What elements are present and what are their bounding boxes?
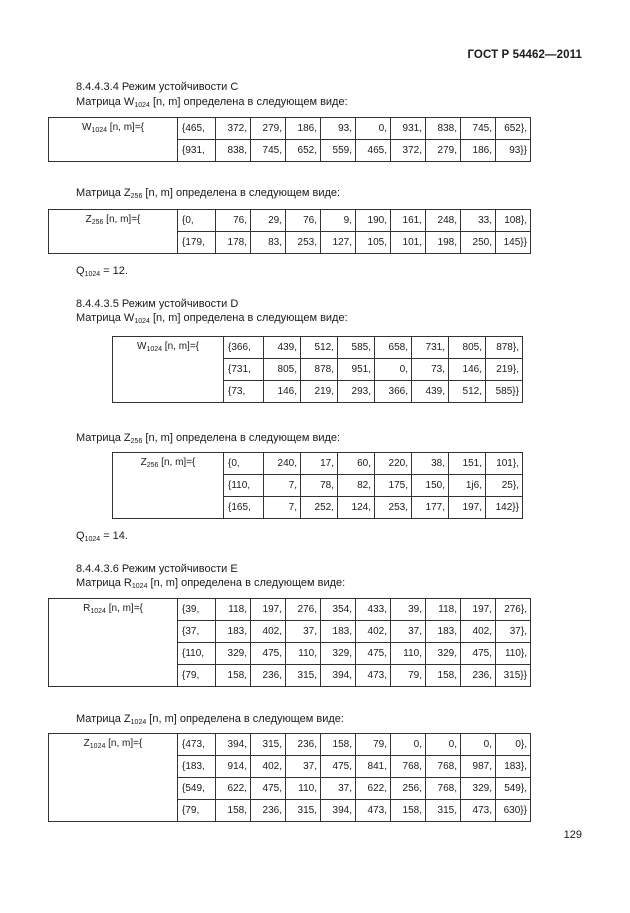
matrix-cell: {183,: [178, 756, 216, 778]
matrix-cell: {731,: [224, 359, 264, 381]
matrix-table: [112, 452, 523, 519]
matrix-cell: 439,: [412, 381, 449, 403]
matrix-cell: 394,: [321, 665, 356, 687]
matrix-cell: 652},: [496, 118, 531, 140]
matrix-cell: {79,: [178, 800, 216, 822]
matrix-cell: {37,: [178, 621, 216, 643]
matrix-cell: 585}}: [486, 381, 523, 403]
matrix-cell: 17,: [301, 453, 338, 475]
matrix-cell: 805,: [264, 359, 301, 381]
matrix-cell: 83,: [251, 232, 286, 254]
matrix-cell: 183,: [216, 621, 251, 643]
matrix-cell: 549},: [496, 778, 531, 800]
matrix-cell: 622,: [356, 778, 391, 800]
matrix-cell: 0,: [391, 734, 426, 756]
matrix-cell: 158,: [216, 665, 251, 687]
matrix-table: [48, 209, 531, 254]
matrix-intro: Матрица $Z_{256}$ [n, m] определена в следующем виде:: [76, 432, 341, 445]
matrix-cell: 372,: [391, 140, 426, 162]
matrix-cell: 315,: [286, 800, 321, 822]
matrix-cell: 315}}: [496, 665, 531, 687]
matrix-cell: 105,: [356, 232, 391, 254]
matrix-row: [49, 210, 531, 232]
matrix-row: [49, 734, 531, 756]
matrix-cell: {549,: [178, 778, 216, 800]
matrix-cell: {179,: [178, 232, 216, 254]
matrix-cell: 236,: [251, 665, 286, 687]
matrix-cell: 402,: [356, 621, 391, 643]
matrix-cell: 183,: [321, 621, 356, 643]
matrix-cell: 197,: [449, 497, 486, 519]
matrix-cell: 151,: [449, 453, 486, 475]
matrix-cell: 276,: [286, 599, 321, 621]
matrix-cell: 473,: [356, 800, 391, 822]
matrix-cell: 183,: [426, 621, 461, 643]
matrix-cell: 931,: [391, 118, 426, 140]
matrix-cell: 60,: [338, 453, 375, 475]
matrix-cell: 197,: [251, 599, 286, 621]
matrix-cell: 158,: [391, 800, 426, 822]
matrix-cell: {110,: [178, 643, 216, 665]
matrix-cell: 250,: [461, 232, 496, 254]
matrix-cell: 838,: [426, 118, 461, 140]
matrix-cell: 559,: [321, 140, 356, 162]
matrix-cell: 402,: [461, 621, 496, 643]
matrix-cell: 768,: [426, 778, 461, 800]
matrix-cell: 315,: [251, 734, 286, 756]
matrix-cell: 25},: [486, 475, 523, 497]
matrix-row: [49, 118, 531, 140]
matrix-cell: 951,: [338, 359, 375, 381]
matrix-cell: 79,: [356, 734, 391, 756]
matrix-cell: 178,: [216, 232, 251, 254]
matrix-cell: 630}}: [496, 800, 531, 822]
matrix-cell: 253,: [286, 232, 321, 254]
matrix-cell: 276},: [496, 599, 531, 621]
matrix-cell: 475,: [251, 778, 286, 800]
matrix-cell: 38,: [412, 453, 449, 475]
matrix-cell: 878,: [301, 359, 338, 381]
matrix-cell: 9,: [321, 210, 356, 232]
matrix-cell: {465,: [178, 118, 216, 140]
matrix-cell: 465,: [356, 140, 391, 162]
matrix-cell: 146,: [449, 359, 486, 381]
matrix-cell: 37,: [321, 778, 356, 800]
q-value: $Q_{1024} = 12$.: [76, 265, 128, 278]
matrix-cell: 142}}: [486, 497, 523, 519]
matrix-intro: Матрица $R_{1024}$ [n, m] определена в следующем виде:: [76, 577, 346, 590]
matrix-cell: 279,: [251, 118, 286, 140]
matrix-cell: 512,: [449, 381, 486, 403]
matrix-cell: 118,: [426, 599, 461, 621]
matrix-cell: 124,: [338, 497, 375, 519]
matrix-cell: 745,: [461, 118, 496, 140]
matrix-cell: 186,: [286, 118, 321, 140]
matrix-cell: 39,: [391, 599, 426, 621]
matrix-cell: 158,: [216, 800, 251, 822]
matrix-cell: 841,: [356, 756, 391, 778]
matrix-cell: 512,: [301, 337, 338, 359]
matrix-cell: 236,: [251, 800, 286, 822]
matrix-cell: 37,: [286, 756, 321, 778]
matrix-label: $W_{1024}$ [n, m]={: [113, 337, 224, 403]
matrix-cell: 1j6,: [449, 475, 486, 497]
matrix-cell: 248,: [426, 210, 461, 232]
matrix-intro: Матрица $Z_{256}$ [n, m] определена в следующем виде:: [76, 187, 341, 200]
matrix-cell: 372,: [216, 118, 251, 140]
matrix-cell: 768,: [391, 756, 426, 778]
matrix-cell: 110,: [286, 778, 321, 800]
document-code: ГОСТ Р 54462—2011: [467, 49, 582, 61]
matrix-cell: 745,: [251, 140, 286, 162]
matrix-cell: 475,: [251, 643, 286, 665]
matrix-cell: {165,: [224, 497, 264, 519]
matrix-cell: 315,: [426, 800, 461, 822]
matrix-cell: 473,: [356, 665, 391, 687]
matrix-cell: 0},: [496, 734, 531, 756]
page-number: 129: [563, 829, 582, 841]
matrix-cell: 7,: [264, 475, 301, 497]
matrix-label: $Z_{1024}$ [n, m]={: [49, 734, 178, 822]
matrix-cell: 0,: [356, 118, 391, 140]
matrix-cell: {79,: [178, 665, 216, 687]
matrix-row: [49, 599, 531, 621]
matrix-cell: 329,: [461, 778, 496, 800]
matrix-cell: 220,: [375, 453, 412, 475]
matrix-label: $Z_{256}$ [n, m]={: [113, 453, 224, 519]
matrix-cell: 475,: [461, 643, 496, 665]
matrix-cell: 108},: [496, 210, 531, 232]
matrix-cell: 402,: [251, 756, 286, 778]
matrix-cell: 197,: [461, 599, 496, 621]
matrix-cell: 101,: [391, 232, 426, 254]
matrix-cell: 37},: [496, 621, 531, 643]
matrix-cell: 652,: [286, 140, 321, 162]
matrix-cell: 76,: [216, 210, 251, 232]
matrix-cell: 329,: [216, 643, 251, 665]
matrix-cell: 475,: [321, 756, 356, 778]
matrix-cell: 78,: [301, 475, 338, 497]
matrix-cell: 73,: [412, 359, 449, 381]
matrix-cell: 82,: [338, 475, 375, 497]
matrix-cell: 768,: [426, 756, 461, 778]
matrix-cell: 439,: [264, 337, 301, 359]
matrix-cell: {0,: [224, 453, 264, 475]
matrix-cell: 366,: [375, 381, 412, 403]
matrix-cell: 101},: [486, 453, 523, 475]
matrix-cell: 240,: [264, 453, 301, 475]
matrix-cell: 127,: [321, 232, 356, 254]
section-heading-e: 8.4.4.3.6 Режим устойчивости E: [76, 563, 238, 575]
matrix-cell: 878},: [486, 337, 523, 359]
matrix-intro: Матрица $Z_{1024}$ [n, m] определена в следующем виде:: [76, 713, 344, 726]
matrix-cell: 79,: [391, 665, 426, 687]
matrix-label: $Z_{256}$ [n, m]={: [49, 210, 178, 254]
matrix-cell: 110,: [391, 643, 426, 665]
matrix-cell: 190,: [356, 210, 391, 232]
matrix-cell: 186,: [461, 140, 496, 162]
matrix-cell: 253,: [375, 497, 412, 519]
matrix-cell: 914,: [216, 756, 251, 778]
matrix-cell: 394,: [216, 734, 251, 756]
q-value: $Q_{1024} = 14$.: [76, 530, 128, 543]
matrix-cell: 329,: [321, 643, 356, 665]
matrix-cell: 256,: [391, 778, 426, 800]
matrix-cell: 838,: [216, 140, 251, 162]
section-heading-c: 8.4.4.3.4 Режим устойчивости C: [76, 81, 239, 93]
matrix-cell: 658,: [375, 337, 412, 359]
matrix-cell: 76,: [286, 210, 321, 232]
matrix-cell: 585,: [338, 337, 375, 359]
matrix-cell: 158,: [426, 665, 461, 687]
matrix-cell: 145}}: [496, 232, 531, 254]
matrix-cell: 394,: [321, 800, 356, 822]
matrix-cell: 33,: [461, 210, 496, 232]
matrix-cell: {110,: [224, 475, 264, 497]
matrix-cell: 150,: [412, 475, 449, 497]
matrix-cell: {73,: [224, 381, 264, 403]
matrix-cell: 236,: [461, 665, 496, 687]
matrix-cell: 279,: [426, 140, 461, 162]
matrix-cell: {366,: [224, 337, 264, 359]
matrix-table: [112, 336, 523, 403]
matrix-cell: 219,: [301, 381, 338, 403]
matrix-cell: 473,: [461, 800, 496, 822]
matrix-cell: 475,: [356, 643, 391, 665]
matrix-table: [48, 117, 531, 162]
matrix-cell: 183},: [496, 756, 531, 778]
matrix-label: $R_{1024}$ [n, m]={: [49, 599, 178, 687]
matrix-cell: 354,: [321, 599, 356, 621]
matrix-cell: 252,: [301, 497, 338, 519]
matrix-cell: 622,: [216, 778, 251, 800]
matrix-table: [48, 598, 531, 687]
matrix-cell: 118,: [216, 599, 251, 621]
matrix-cell: 93,: [321, 118, 356, 140]
matrix-cell: 198,: [426, 232, 461, 254]
matrix-cell: 175,: [375, 475, 412, 497]
matrix-cell: 93}}: [496, 140, 531, 162]
matrix-cell: 110},: [496, 643, 531, 665]
matrix-cell: 402,: [251, 621, 286, 643]
matrix-row: [113, 453, 523, 475]
matrix-cell: 236,: [286, 734, 321, 756]
matrix-cell: {0,: [178, 210, 216, 232]
matrix-label: $W_{1024}$ [n, m]={: [49, 118, 178, 162]
matrix-cell: 146,: [264, 381, 301, 403]
matrix-cell: 0,: [461, 734, 496, 756]
matrix-cell: {931,: [178, 140, 216, 162]
matrix-cell: 293,: [338, 381, 375, 403]
matrix-cell: 219},: [486, 359, 523, 381]
section-heading-d: 8.4.4.3.5 Режим устойчивости D: [76, 298, 239, 310]
matrix-cell: 0,: [426, 734, 461, 756]
matrix-intro: Матрица $W_{1024}$ [n, m] определена в следующем виде:: [76, 312, 348, 325]
matrix-cell: 329,: [426, 643, 461, 665]
matrix-cell: 158,: [321, 734, 356, 756]
matrix-cell: 7,: [264, 497, 301, 519]
matrix-cell: 110,: [286, 643, 321, 665]
matrix-cell: 177,: [412, 497, 449, 519]
matrix-cell: 805,: [449, 337, 486, 359]
matrix-cell: {39,: [178, 599, 216, 621]
matrix-row: [113, 337, 523, 359]
matrix-cell: 731,: [412, 337, 449, 359]
matrix-cell: 161,: [391, 210, 426, 232]
matrix-table: [48, 733, 531, 822]
matrix-cell: 433,: [356, 599, 391, 621]
matrix-cell: 37,: [286, 621, 321, 643]
matrix-cell: {473,: [178, 734, 216, 756]
matrix-cell: 987,: [461, 756, 496, 778]
matrix-cell: 29,: [251, 210, 286, 232]
matrix-cell: 0,: [375, 359, 412, 381]
matrix-cell: 37,: [391, 621, 426, 643]
matrix-cell: 315,: [286, 665, 321, 687]
matrix-intro: Матрица $W_{1024}$ [n, m] определена в следующем виде:: [76, 96, 348, 109]
